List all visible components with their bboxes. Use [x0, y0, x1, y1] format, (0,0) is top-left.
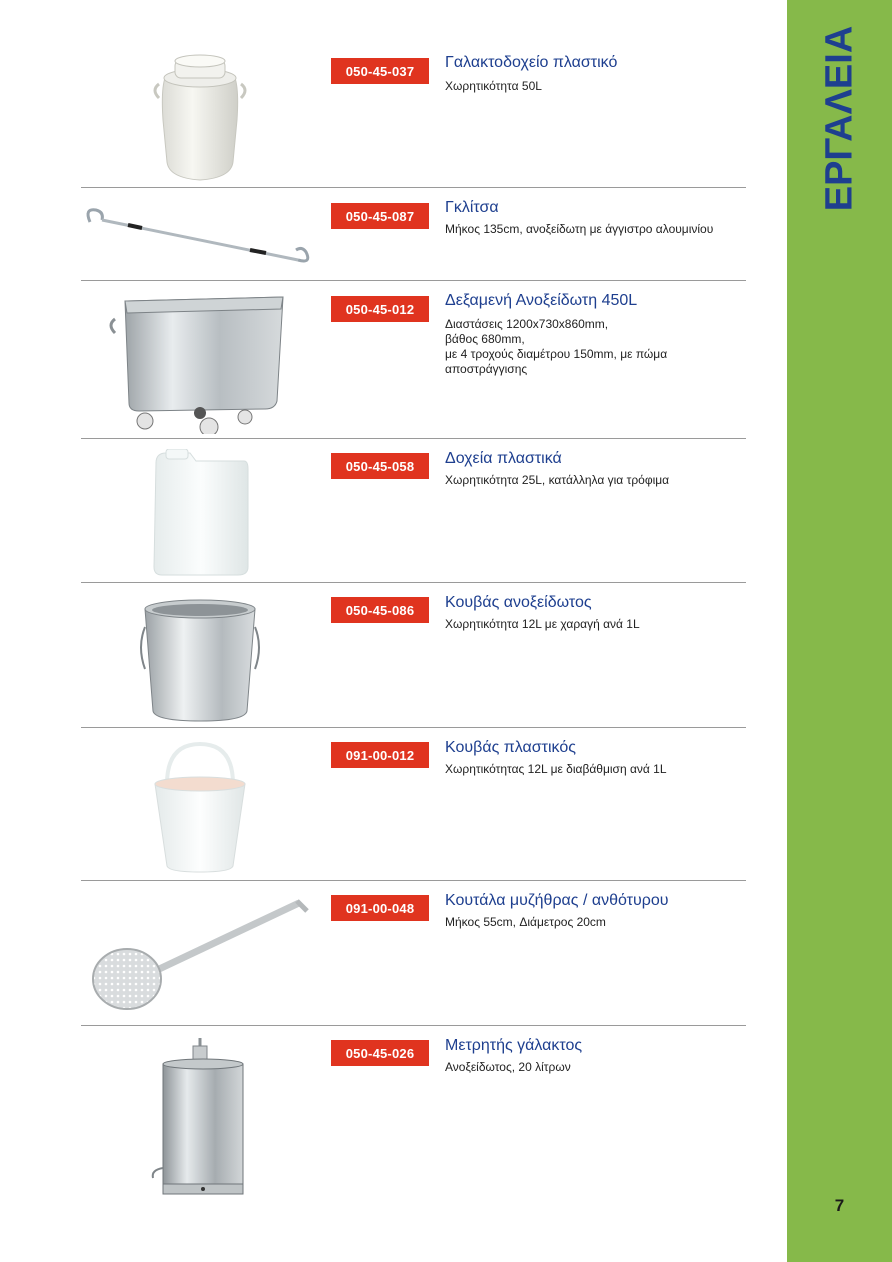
description-line: Χωρητικότητα 12L με χαραγή ανά 1L	[445, 617, 640, 631]
product-title: Κουβάς πλαστικός	[445, 739, 576, 756]
product-code-badge: 091-00-012	[331, 742, 429, 768]
product-code-badge: 050-45-086	[331, 597, 429, 623]
description-line: Διαστάσεις 1200x730x860mm,	[445, 317, 609, 331]
description-line: Χωρητικότητα 50L	[445, 79, 542, 93]
description-line: με 4 τροχούς διαμέτρου 150mm, με πώμα	[445, 347, 668, 361]
description-line: βάθος 680mm,	[445, 332, 525, 346]
product-description	[445, 762, 745, 777]
description-line: αποστράγγισης	[445, 362, 528, 376]
product-title: Κουτάλα μυζήθρας / ανθότυρου	[445, 892, 669, 909]
product-row	[0, 188, 746, 281]
milk-meter-icon	[80, 1036, 320, 1201]
description-line: Μήκος 135cm, ανοξείδωτη με άγγιστρο αλουμινίου	[445, 222, 714, 236]
description-line: Ανοξείδωτος, 20 λίτρων	[445, 1060, 571, 1074]
plastic-jerrycan-icon	[80, 449, 320, 579]
description-line: Χωρητικότητας 12L με διαβάθμιση ανά 1L	[445, 762, 667, 776]
product-description	[445, 1060, 745, 1075]
plastic-bucket-icon	[80, 740, 320, 875]
product-description	[445, 222, 745, 237]
product-description	[445, 79, 745, 94]
product-row	[0, 0, 746, 188]
product-row	[0, 881, 746, 1026]
product-title: Κουβάς ανοξείδωτος	[445, 594, 592, 611]
description-line: Μήκος 55cm, Διάμετρος 20cm	[445, 915, 606, 929]
page-number: 7	[834, 1196, 845, 1215]
product-description	[445, 617, 745, 632]
stainless-bucket-icon	[80, 597, 320, 725]
product-code-badge: 050-45-087	[331, 203, 429, 229]
description-line: Χωρητικότητα 25L, κατάλληλα για τρόφιμα	[445, 473, 670, 487]
crook-hook-icon	[80, 202, 320, 272]
plastic-milk-container-icon	[80, 50, 320, 185]
product-title: Δοχεία πλαστικά	[445, 450, 562, 467]
product-code-badge: 050-45-026	[331, 1040, 429, 1066]
product-code-badge: 050-45-058	[331, 453, 429, 479]
product-row	[0, 583, 746, 728]
product-description	[445, 915, 745, 930]
product-row	[0, 1026, 746, 1206]
product-title: Γαλακτοδοχείο πλαστικό	[445, 54, 618, 71]
product-code-badge: 050-45-012	[331, 296, 429, 322]
product-description	[445, 473, 745, 488]
product-code-badge: 091-00-048	[331, 895, 429, 921]
product-code-badge: 050-45-037	[331, 58, 429, 84]
stainless-tank-cart-icon	[80, 289, 320, 434]
perforated-ladle-icon	[80, 891, 320, 1021]
product-row	[0, 728, 746, 881]
product-title: Δεξαμενή Ανοξείδωτη 450L	[445, 292, 638, 309]
product-row	[0, 281, 746, 439]
product-title: Μετρητής γάλακτος	[445, 1037, 583, 1054]
product-description	[445, 317, 745, 377]
product-row	[0, 439, 746, 583]
product-title: Γκλίτσα	[445, 199, 499, 216]
section-title	[787, 25, 892, 211]
section-title-text: ΕΡΓΑΛΕΙΑ	[818, 25, 860, 211]
